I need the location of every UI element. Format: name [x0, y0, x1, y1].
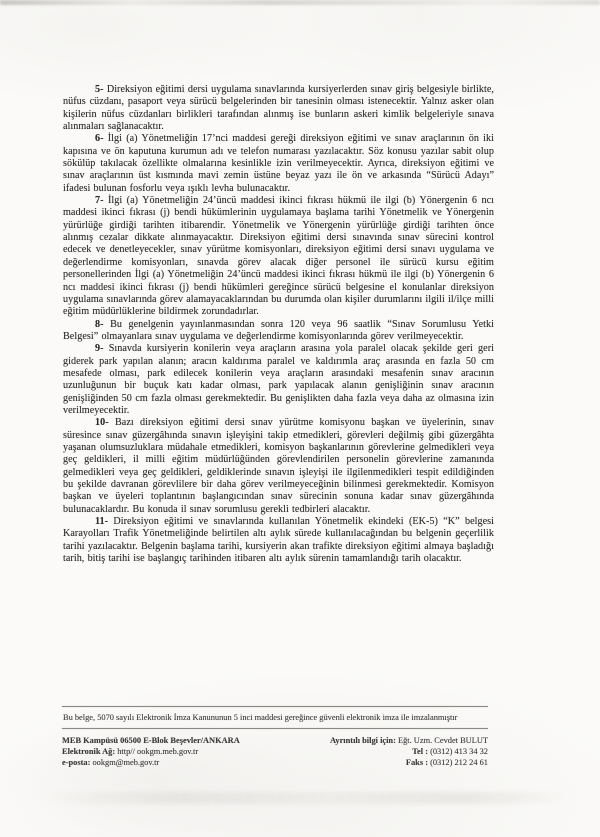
- fax-label: Faks :: [405, 757, 428, 767]
- network-value: http// ookgm.meb.gov.tr: [117, 746, 199, 756]
- tel-value: (0312) 413 34 32: [430, 746, 488, 756]
- paragraph-7: [63, 195, 494, 318]
- network-label: Elektronik Ağ:: [62, 746, 116, 756]
- scan-artifact-top-edge: [0, 0, 600, 5]
- paragraph-number: 8-: [95, 318, 104, 330]
- tel-label: Tel :: [412, 746, 428, 756]
- paragraph-11: [63, 516, 494, 565]
- paragraph-text: Direksiyon eğitimi dersi uygulama sınavlarında kursiyerlerden sınav giriş belgesiyle birlikte, nüfus cüzdanı, pasaport veya sürücü belgelerinden bir tanesinin olması istenecektir. Yalnız asker olan kişilerin nüfus cüzdanları birlikleri tarafından alınmış ise bunların askeri kimlik belgeleriyle sınava alınmaları sağlanacaktır.: [63, 84, 494, 133]
- paragraph-number: 9-: [95, 343, 104, 355]
- footer-rule-top: [62, 706, 488, 707]
- address-line: [62, 736, 240, 747]
- paragraph-number: 7-: [95, 195, 104, 207]
- contact-right-column: [330, 736, 488, 768]
- tel-line: [330, 747, 488, 758]
- paragraph-text: İlgi (a) Yönetmeliğin 24’üncü maddesi ikinci fıkrası hükmü ile ilgi (b) Yönergenin 6 ncı maddesi ikinci fıkrası (j) bendi hükümlerinin uygulamaya başlama tarihi Yönetmelik ve Yönergenin yürürlüğe girdiği tarihten itibarendir. Yönetmelik ve Yönergenin yürürlüğe girdiği tarihten önce alınmış cezalar dikkate alınmayacaktır. Direksiyon eğitimi dersi sınavında sınav sürecini kontrol edecek ve denetleyecekler, sınav yürütme komisyonları, direksiyon eğitimi dersi sınavı uygulama ve değerlendirme komisyonları, sınavda görev alacak diğer personel ile sürücü kursu eğitim personellerinden İlgi (a) Yönetmeliğin 24’üncü maddesi ikinci fıkrası hükmü ile ilgi (b) Yönergenin 6 ncı maddesi ikinci fıkrası (j) bendi hükümleri gereğince sürücü belgesine el konulanlar direksiyon uygulama sınavlarında görev alamayacaklarından bu durumda olan kişiler durumlarını ilgili il/ilçe milli eğitim müdürlüklerine bildirmek zorundadırlar.: [63, 195, 494, 318]
- email-line: [62, 758, 240, 769]
- paragraph-number: 5-: [95, 84, 104, 95]
- paragraph-10: [63, 417, 494, 516]
- info-label: Ayrıntılı bilgi için:: [329, 736, 396, 745]
- paragraph-text: Sınavda kursiyerin konilerin veya araçların arasına yola paralel olacak şekilde geri geri giderek park yapılan alanın; aracın kaldırıma paralel ve kaldırımla araç arasında en fazla 50 cm mesafede olması, park edilecek konilerin veya araçların arasındaki mesafenin sınav aracının uzunluğunun bir buçuk katı kadar olması, park yapılacak alanın genişliğinin sınav aracının genişliğinden 50 cm fazla olması gerekmektedir. Bu genişlikten daha fazla veya daha az olmasına izin verilmeyecektir.: [63, 343, 494, 416]
- fax-value: (0312) 212 24 61: [430, 757, 488, 767]
- document-footer: [62, 706, 488, 768]
- paragraph-number: 11-: [95, 516, 109, 528]
- email-value: ookgm@meb.gov.tr: [92, 757, 160, 767]
- paragraph-text: İlgi (a) Yönetmeliğin 17’nci maddesi gereği direksiyon eğitimi ve sınav araçlarının ön iki kapısına ve ön kaputuna kurumun adı ve telefon numarası yazılacaktır. Söz konusu yazılar sabit olup sökülüp takılacak özellikte olmalarına kesinlikle izin verilmeyecektir. Ayrıca, direksiyon eğitimi ve sınav araçlarının üst kısmında mavi zemin üstüne beyaz yazı ile ön ve arkasında “Sürücü Adayı” ifadesi bulunan fosforlu veya ışıklı levha bulunacaktır.: [63, 133, 494, 194]
- paragraph-text: Bazı direksiyon eğitimi dersi sınav yürütme komisyonu başkan ve üyelerinin, sınav süresince sınav güzergâhında sınavın işleyişini takip etmedikleri, görevleri değilmiş gibi güzergâhta yaşanan olumsuzluklara müdahale etmedikleri, komisyon başkanlarının görevlerine gelmedikleri veya geç geldikleri, il milli eğitim müdürlüğünden görevlendirilen personelin görevlerine zamanında gelmedikleri veya geç geldikleri, geldiklerinde sınavın işleyişi ile ilgilenmedikleri tespit edildiğinden bu şekilde davranan görevlilere bir daha görev verilmeyeceğinin bilinmesi gerekmektedir. Komisyon başkan ve üyeleri toplantının başlangıcından sınav sürecinin sonuna kadar sınav güzergâhında bulunacaklardır. Bu konuda il sınav sorumlusu gerekli tedbirleri alacaktır.: [63, 417, 494, 515]
- paragraph-5: [63, 84, 494, 133]
- info-line: [330, 736, 488, 747]
- paragraph-9: [63, 343, 494, 417]
- paragraph-number: 10-: [95, 417, 109, 429]
- paragraph-8: [63, 319, 494, 344]
- email-label: e-posta:: [62, 757, 91, 767]
- scan-artifact-bottom-smudge: [40, 792, 570, 804]
- paragraph-text: Direksiyon eğitimi ve sınavlarında kullanılan Yönetmelik ekindeki (EK-5) “K” belgesi Karayolları Trafik Yönetmeliğinde belirtilen altı aylık sürede kullanılacağından bu belgenin geçerlilik tarihi yazılacaktır. Belgenin başlama tarihi, kursiyerin akan trafikte direksiyon eğitimi almaya başladığı tarih, bitiş tarihi ise başlangıç tarihinden itibaren altı aylık sürenin tamamlandığı tarih olacaktır.: [63, 516, 495, 565]
- address-text: MEB Kampüsü 06500 E-Blok Beşevler/ANKARA: [62, 736, 240, 745]
- paragraph-number: 6-: [95, 133, 104, 145]
- footer-rule-bottom: [62, 728, 488, 729]
- electronic-signature-note: Bu belge, 5070 sayılı Elektronik İmza Kanununun 5 inci maddesi gereğince güvenli elektronik imza ile imzalanmıştır: [63, 713, 458, 722]
- contact-block: [62, 736, 488, 768]
- paragraph-text: Bu genelgenin yayınlanmasından sonra 120 veya 96 saatlik “Sınav Sorumlusu Yetki Belgesi” olmayanlara sınav uygulama ve değerlendirme komisyonlarında görev verilmeyecektir.: [63, 318, 494, 342]
- fax-line: [330, 758, 488, 769]
- document-body: [63, 84, 494, 565]
- network-line: [62, 747, 240, 758]
- contact-left-column: [62, 736, 240, 768]
- info-value: Eğt. Uzm. Cevdet BULUT: [397, 736, 488, 745]
- paragraph-6: [63, 133, 494, 195]
